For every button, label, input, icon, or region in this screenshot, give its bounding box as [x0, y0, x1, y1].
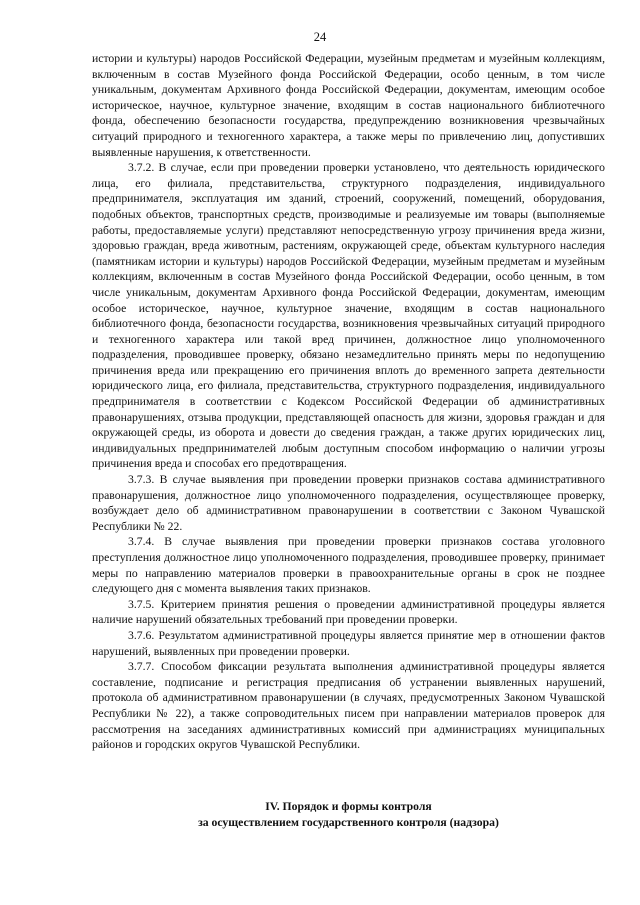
section-heading-line-1: IV. Порядок и формы контроля — [265, 800, 432, 813]
paragraph-3-7-6: 3.7.6. Результатом административной процедуры является принятие мер в отношении фактов нарушений, выявленных при проведении проверки. — [92, 628, 605, 658]
section-heading — [92, 799, 605, 831]
page-number: 24 — [313, 30, 327, 44]
section-heading-line-2: за осуществлением государственного контроля (надзора) — [198, 816, 499, 829]
document-body — [92, 51, 605, 753]
paragraph-3-7-4: 3.7.4. В случае выявления при проведении проверки признаков состава уголовного преступления должностное лицо уполномоченного подразделения, проводившее проверку, принимает меры по направлению материалов проверки в правоохранительные органы в срок не позднее следующего дня с момента выявления таких признаков. — [92, 535, 605, 596]
paragraph-3-7-3: 3.7.3. В случае выявления при проведении проверки признаков состава административного правонарушения, должностное лицо уполномоченного подразделения, осуществляющее проверку, возбуждает дело об административном правонарушении в соответствии с Законом Чувашской Республики № 22. — [92, 473, 605, 533]
paragraph-3-7-7: 3.7.7. Способом фиксации результата выполнения административной процедуры является составление, подписание и регистрация предписания об устранении выявленных нарушений, протокола об административном правонарушении (в случаях, предусмотренных Законом Чувашской Республики № 22), а также сопроводительных писем при направлении материалов проверок для рассмотрения на заседаниях административных комиссий при администрациях муниципальных районов и городских округов Чувашской Республики. — [92, 660, 605, 752]
paragraph-continuation: истории и культуры) народов Российской Федерации, музейным предметам и музейным коллекциям, включенным в состав Музейного фонда Российской Федерации, особо ценным, в том числе уникальным, документам Архивного фонда Российской Федерации, документам, имеющим особое историческое, научное, культурное значение, входящим в состав национального библиотечного фонда, обеспечению безопасности государства, предупреждению возникновения чрезвычайных ситуаций природного и техногенного характера, а также меры по привлечению лиц, допустивших выявленные нарушения, к ответственности. — [92, 52, 605, 159]
paragraph-3-7-5: 3.7.5. Критерием принятия решения о проведении административной процедуры является наличие нарушений обязательных требований при проведении проверки. — [92, 597, 605, 627]
paragraph-3-7-2: 3.7.2. В случае, если при проведении проверки установлено, что деятельность юридического лица, его филиала, представительства, структурного подразделения, индивидуального предпринимателя, эксплуатация им зданий, строений, сооружений, помещений, оборудования, подобных объектов, транспортных средств, производимые и реализуемые им товары (выполняемые работы, предоставляемые услуги) представляют непосредственную угрозу причинения вреда жизни, здоровью граждан, вреда животным, растениям, окружающей среде, объектам культурного наследия (памятникам истории и культуры) народов Российской Федерации, музейным предметам и музейным коллекциям, включенным в состав Музейного фонда Российской Федерации, особо ценным, в том числе уникальным, документам Архивного фонда Российской Федерации, документам, имеющим особое историческое, научное, культурное значение, входящим в состав национального библиотечного фонда, безопасности государства, возникновения чрезвычайных ситуаций природного и техногенного характера или такой вред причинен, должностное лицо уполномоченного подразделения, проводившее проверку, обязано незамедлительно принять меры по недопущению причинения вреда или прекращению его причинения вплоть до временного запрета деятельности юридического лица, его филиала, представительства, структурного подразделения, индивидуального предпринимателя в соответствии с Кодексом Российской Федерации об административных правонарушениях, отзыва продукции, представляющей опасность для жизни, здоровья граждан и для окружающей среды, из оборота и довести до сведения граждан, а также других юридических лиц, индивидуальных предпринимателей любым доступным способом информацию о наличии угрозы причинения вреда и способах его предотвращения. — [92, 161, 605, 471]
